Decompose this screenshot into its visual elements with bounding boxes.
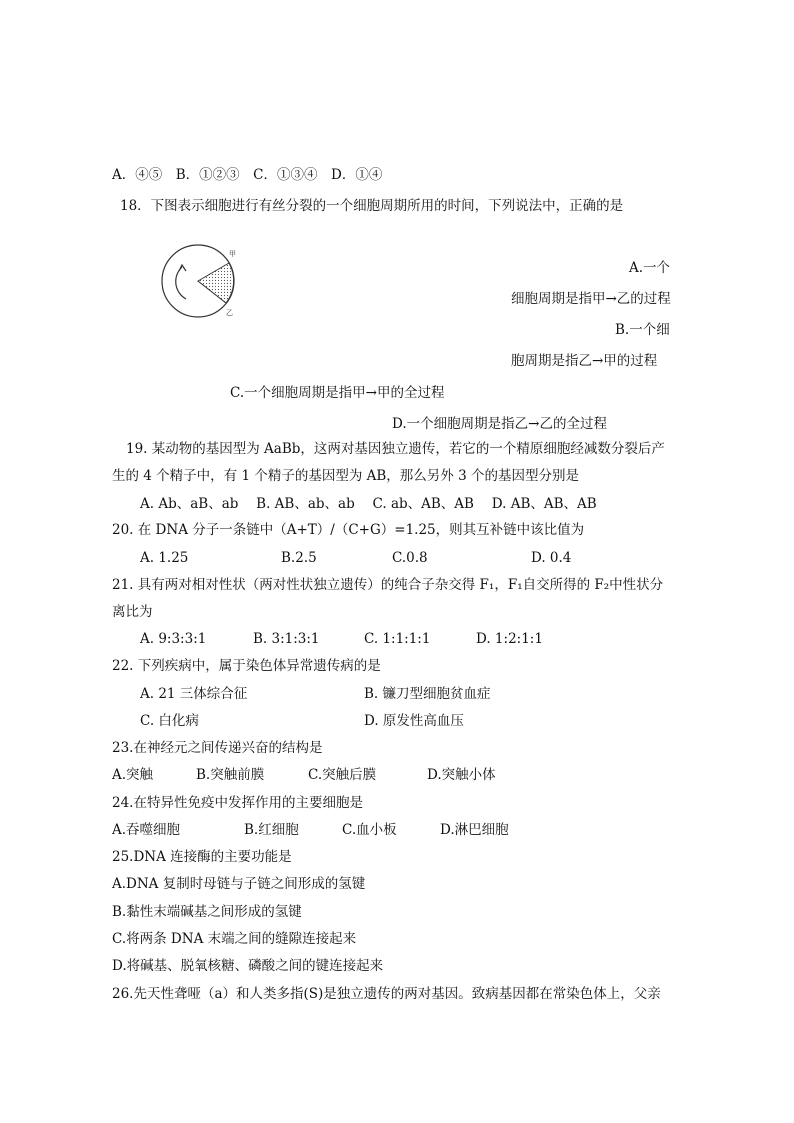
q23-option-b: B.突触前膜 — [196, 767, 265, 783]
q17-options: A．④⑤ B．①②③ C．①③④ D．①④ — [112, 167, 383, 183]
q25-option-c: C.将两条 DNA 末端之间的缝隙连接起来 — [112, 931, 357, 947]
q24-stem: 24.在特异性免疫中发挥作用的主要细胞是 — [112, 795, 363, 811]
label-jia: 甲 — [229, 250, 236, 258]
q22-stem: 22. 下列疾病中，属于染色体异常遗传病的是 — [112, 658, 381, 674]
q22-option-c: C. 白化病 — [140, 713, 199, 729]
q18-option-a-part1: A.一个 — [629, 260, 671, 276]
q18-option-a-part2: 细胞周期是指甲→乙的过程 — [511, 291, 671, 307]
q24-option-d: D.淋巴细胞 — [440, 822, 509, 838]
q21-stem-line2: 离比为 — [112, 604, 153, 620]
q18-option-c: C.一个细胞周期是指甲→甲的全过程 — [230, 385, 445, 401]
q23-option-d: D.突触小体 — [427, 767, 496, 783]
label-yi: 乙 — [226, 309, 233, 317]
q26-stem: 26.先天性聋哑（a）和人类多指(S)是独立遗传的两对基因。致病基因都在常染色体上，父亲 — [112, 986, 661, 1002]
q21-option-a: A. 9:3:3:1 — [140, 631, 207, 647]
q18-option-b-part1: B.一个细 — [615, 322, 670, 338]
q25-stem: 25.DNA 连接酶的主要功能是 — [112, 849, 292, 865]
q19-stem-line1: 19. 某动物的基因型为 AaBb，这两对基因独立遗传，若它的一个精原细胞经减数分裂后产 — [126, 441, 665, 457]
q24-option-c: C.血小板 — [342, 822, 397, 838]
q18-option-b-part2: 胞周期是指乙→甲的过程 — [511, 353, 658, 369]
q23-option-a: A.突触 — [112, 767, 154, 783]
q21-option-c: C. 1:1:1:1 — [364, 631, 431, 647]
q20-stem: 20. 在 DNA 分子一条链中（A+T）/（C+G）=1.25，则其互补链中该比值为 — [112, 522, 585, 538]
q22-option-b: B. 镰刀型细胞贫血症 — [364, 686, 491, 702]
q23-option-c: C.突触后膜 — [308, 767, 377, 783]
q22-option-a: A. 21 三体综合征 — [140, 686, 248, 702]
q25-option-a: A.DNA 复制时母链与子链之间形成的氢键 — [112, 876, 366, 892]
q20-option-b: B.2.5 — [281, 550, 317, 566]
q20-option-c: C.0.8 — [392, 550, 428, 566]
q24-option-a: A.吞噬细胞 — [112, 822, 181, 838]
q18-option-d: D.一个细胞周期是指乙→乙的全过程 — [392, 416, 607, 432]
q20-option-a: A. 1.25 — [140, 550, 189, 566]
cell-cycle-diagram — [160, 243, 242, 321]
q18-stem: 18．下图表示细胞进行有丝分裂的一个细胞周期所用的时间，下列说法中，正确的是 — [120, 198, 624, 214]
q19-stem-line2: 生的 4 个精子中，有 1 个精子的基因型为 AB，那么另外 3 个的基因型分别是 — [112, 468, 579, 484]
q25-option-d: D.将碱基、脱氧核糖、磷酸之间的键连接起来 — [112, 958, 384, 974]
q21-option-b: B. 3:1:3:1 — [253, 631, 320, 647]
q23-stem: 23.在神经元之间传递兴奋的结构是 — [112, 740, 323, 756]
q25-option-b: B.黏性末端碱基之间形成的氢键 — [112, 904, 302, 920]
q19-options: A. Ab、aB、ab B. AB、ab、ab C. ab、AB、AB D. AB、AB、AB — [140, 496, 597, 512]
q21-option-d: D. 1:2:1:1 — [476, 631, 543, 647]
q21-stem-line1: 21. 具有两对相对性状（两对性状独立遗传）的纯合子杂交得 F₁，F₁自交所得的 F₂中性状分 — [112, 577, 664, 593]
q22-option-d: D. 原发性高血压 — [364, 713, 464, 729]
q24-option-b: B.红细胞 — [244, 822, 299, 838]
q20-option-d: D. 0.4 — [531, 550, 572, 566]
